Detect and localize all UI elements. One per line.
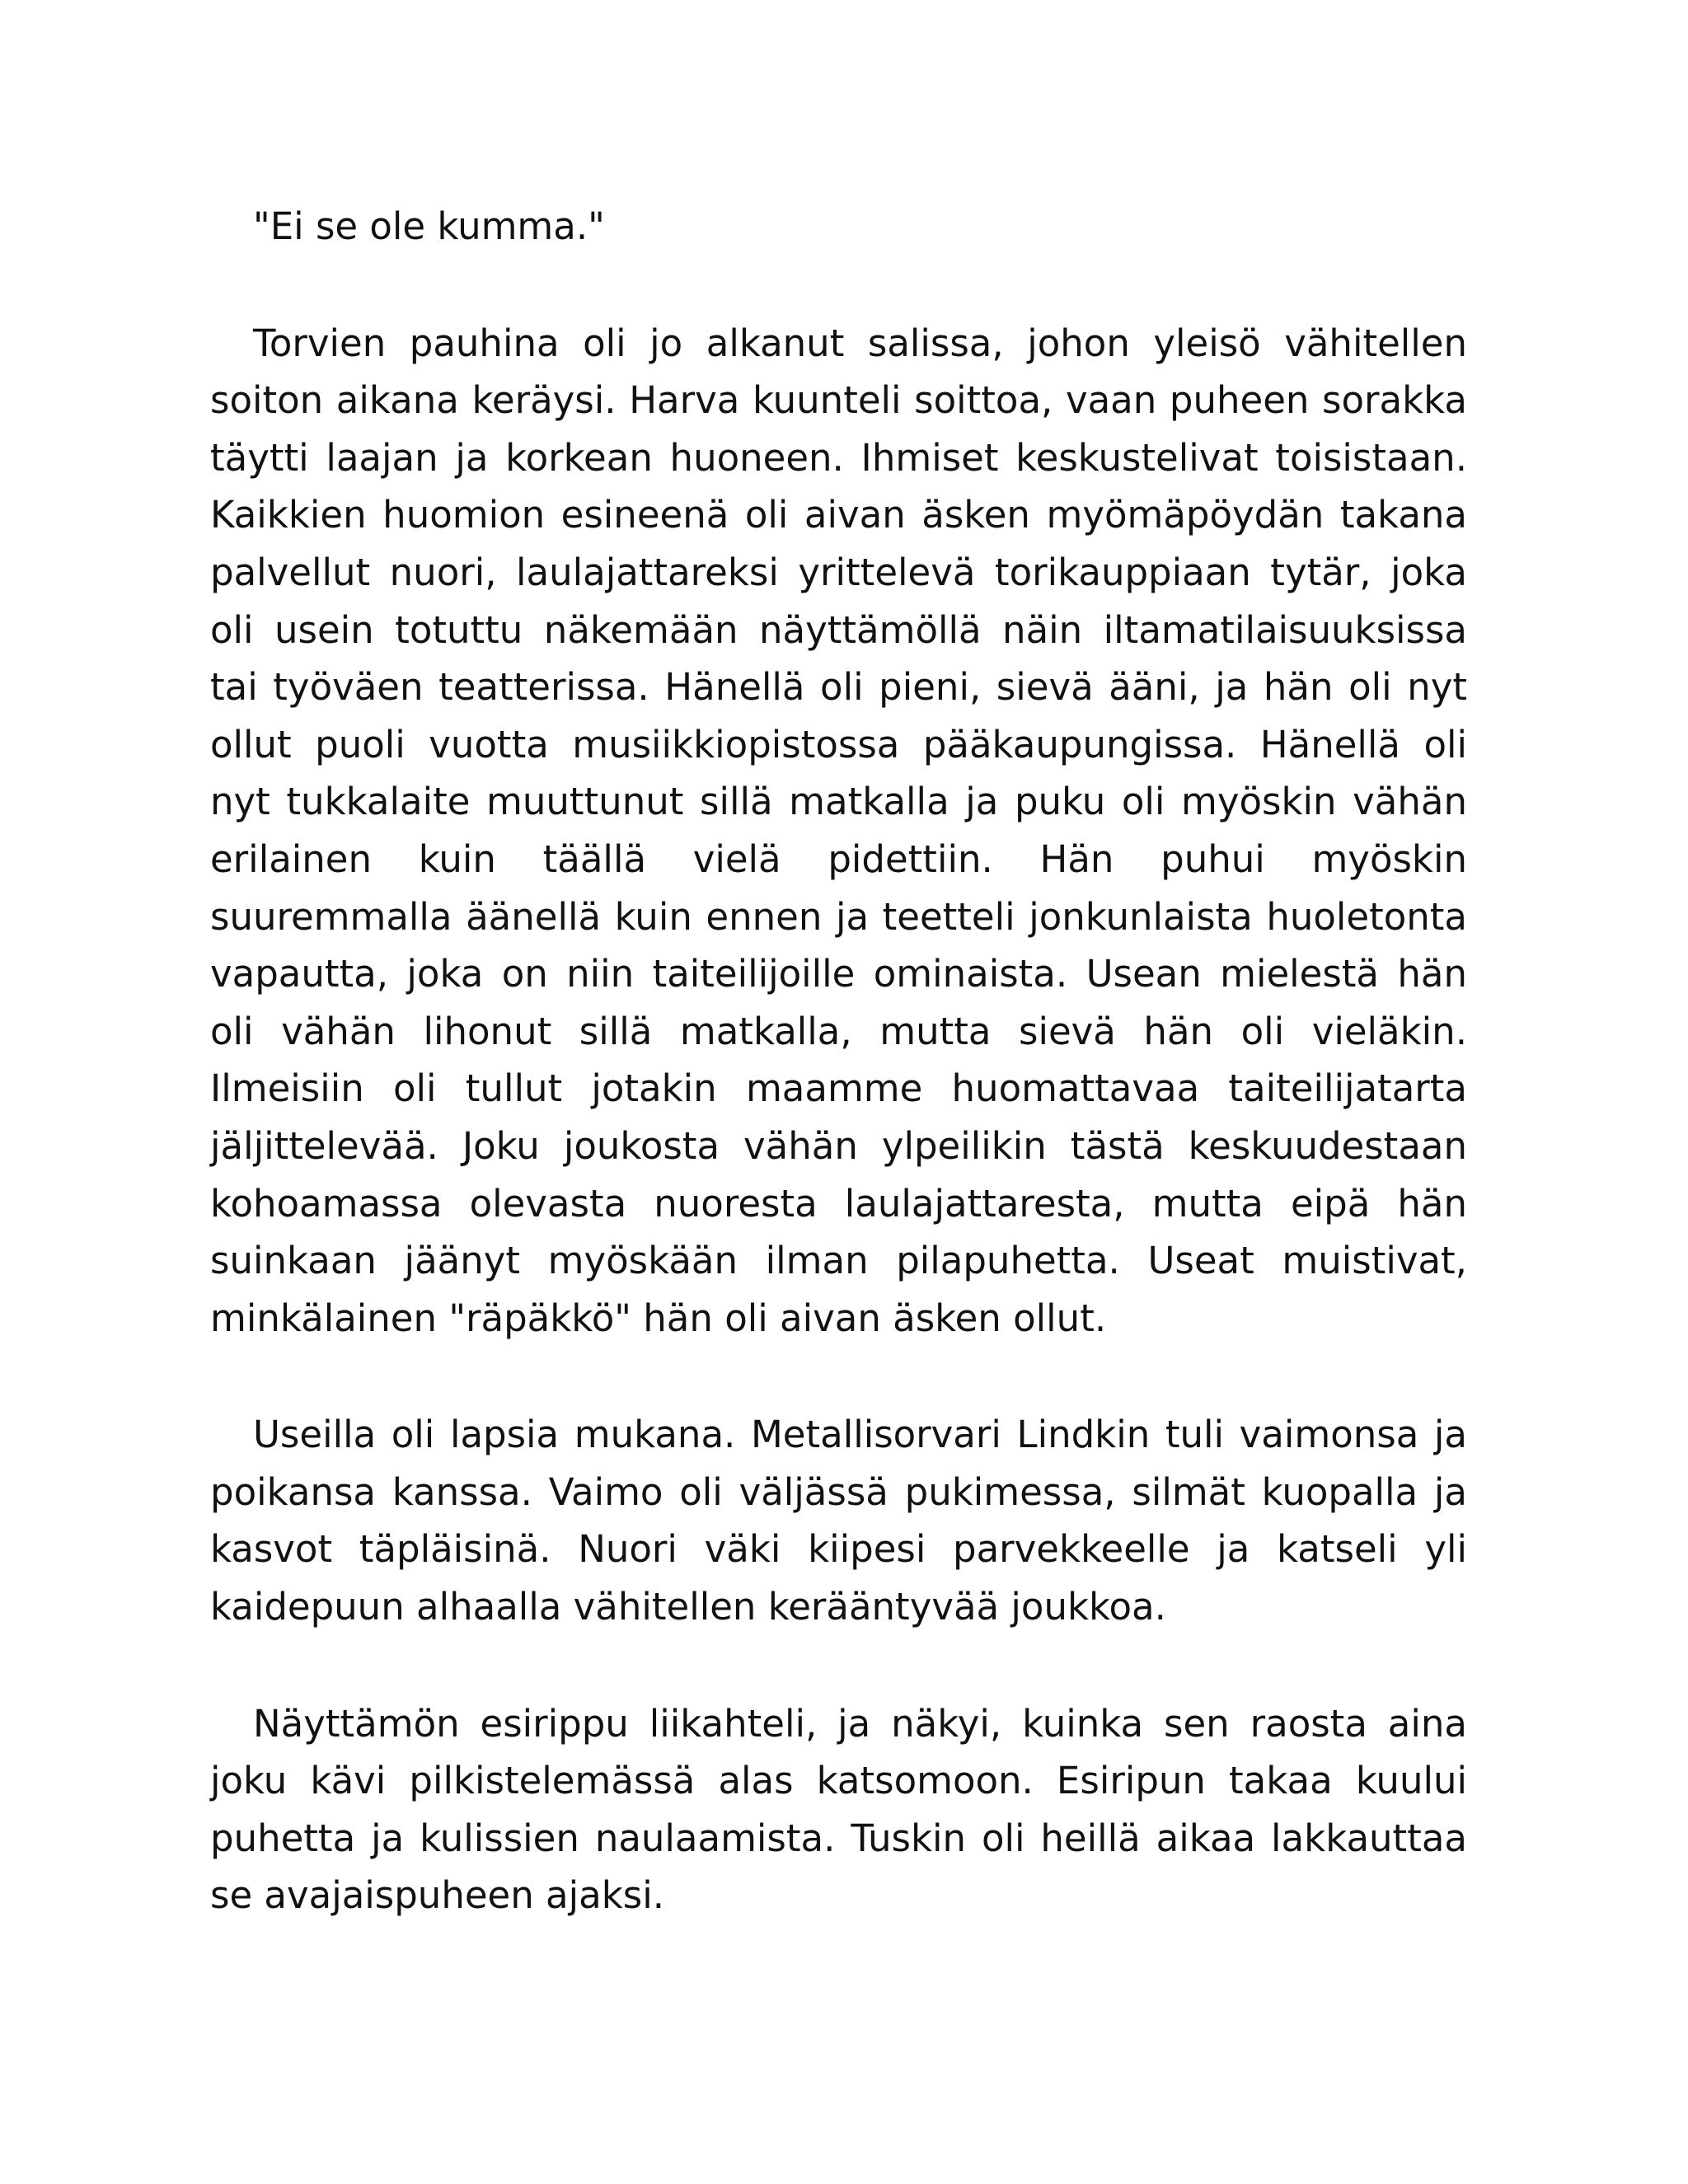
paragraph-dialogue: "Ei se ole kumma."	[253, 204, 605, 248]
document-body	[210, 198, 1467, 1924]
paragraph-curtain: Näyttämön esirippu liikahteli, ja näkyi, kuinka sen raosta aina joku kävi pilkistelemässä alas katsomoon. Esiripun takaa kuului puhetta ja kulissien naulaamista. Tuskin oli heillä aikaa lakkauttaa se avajaispuheen ajaksi.	[210, 1701, 1467, 1918]
paragraph-children: Useilla oli lapsia mukana. Metallisorvari Lindkin tuli vaimonsa ja poikansa kanssa. Vaimo oli väljässä pukimessa, silmät kuopalla ja kasvot täpläisinä. Nuori väki kiipesi parvekkeelle ja katseli yli kaidepuun alhaalla vähitellen kerääntyvää joukkoa.	[210, 1413, 1467, 1629]
paragraph-hall: Torvien pauhina oli jo alkanut salissa, johon yleisö vähitellen soiton aikana keräysi. Harva kuunteli soittoa, vaan puheen sorakka täytti laajan ja korkean huoneen. Ihmiset keskustelivat toisistaan. Kaikkien huomion esineenä oli aivan äsken myömäpöydän takana palvellut nuori, laulajattareksi yrittelevä torikauppiaan tytär, joka oli usein totuttu näkemään näyttämöllä näin iltamatilaisuuksissa tai työväen teatterissa. Hänellä oli pieni, sievä ääni, ja hän oli nyt ollut puoli vuotta musiikkiopistossa pääkaupungissa. Hänellä oli nyt tukkalaite muuttunut sillä matkalla ja puku oli myöskin vähän erilainen kuin täällä vielä pidettiin. Hän puhui myöskin suuremmalla äänellä kuin ennen ja teetteli jonkunlaista huoletonta vapautta, joka on niin taiteilijoille ominaista. Usean mielestä hän oli vähän lihonut sillä matkalla, mutta sievä hän oli vieläkin. Ilmeisiin oli tullut jotakin maamme huomattavaa taiteilijatarta jäljittelevää. Joku joukosta vähän ylpeilikin tästä keskuudestaan kohoamassa olevasta nuoresta laulajattaresta, mutta eipä hän suinkaan jäänyt myöskään ilman pilapuhetta. Useat muistivat, minkälainen "räpäkkö" hän oli aivan äsken ollut.	[210, 321, 1467, 1340]
